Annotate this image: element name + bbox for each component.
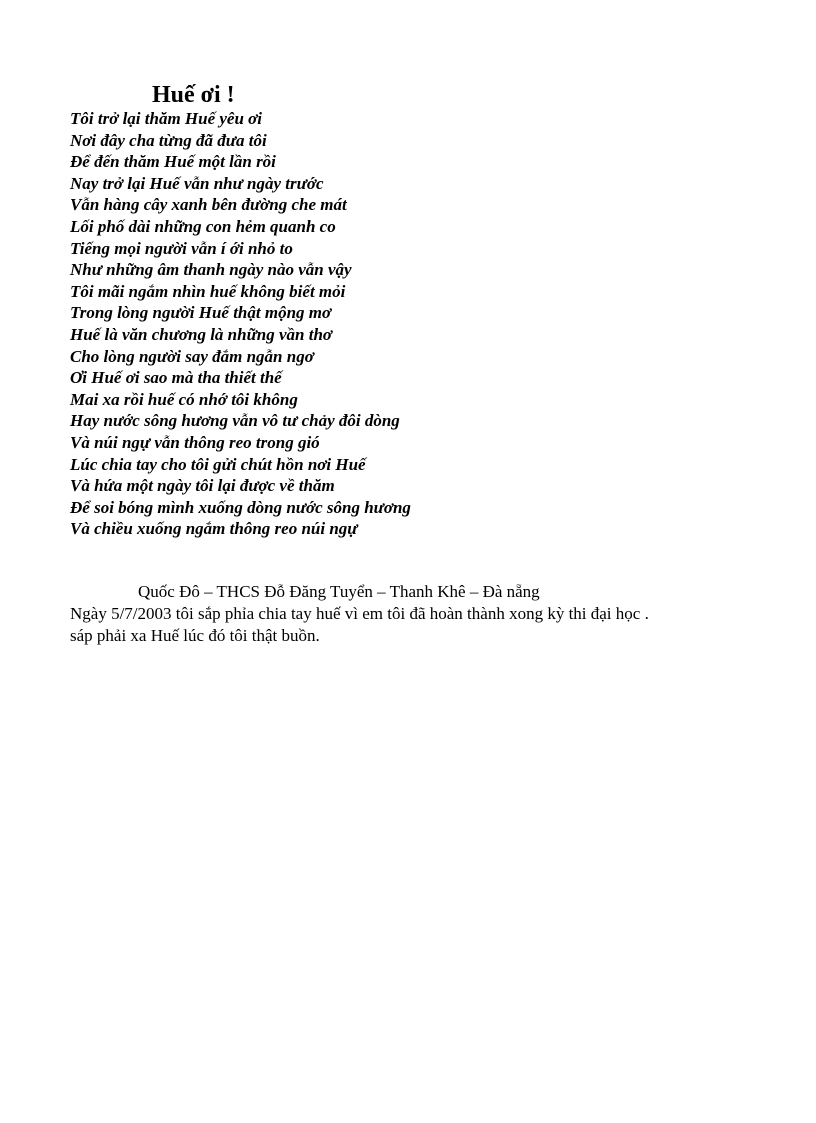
poem-line: Cho lòng người say đắm ngẫn ngơ [70,346,314,366]
poem-line: Lối phố dài những con hẻm quanh co [70,216,336,236]
poem-line: Để đến thăm Huế một lần rồi [70,152,276,172]
note-line: sáp phải xa Huế lúc đó tôi thật buồn. [70,626,320,645]
poem-title: Huế ơi ! [152,82,235,108]
poem-line: Như những âm thanh ngày nào vẫn vậy [70,260,352,280]
poem-line: Lúc chia tay cho tôi gửi chút hồn nơi Huế [70,454,366,474]
poem-line: Trong lòng người Huế thật mộng mơ [70,303,332,323]
poem-line: Và hứa một ngày tôi lại được về thăm [70,476,335,496]
poem [70,108,411,540]
poem-line: Và chiều xuống ngắm thông reo núi ngự [70,519,358,539]
poem-line: Mai xa rồi huế có nhớ tôi không [70,389,298,409]
closing-note [70,603,760,647]
poem-line: Hay nước sông hương vẫn vô tư chảy đôi dòng [70,411,400,431]
poem-line: Để soi bóng mình xuống dòng nước sông hương [70,497,411,517]
poem-line: Tiếng mọi người vẫn í ới nhỏ to [70,238,293,258]
poem-line: Huế là văn chương là những vần thơ [70,324,333,344]
poem-line: Nơi đây cha từng đã đưa tôi [70,130,267,150]
note-line: Ngày 5/7/2003 tôi sắp phỉa chia tay huế vì em tôi đã hoàn thành xong kỳ thi đại học . [70,604,649,623]
poem-line: Và núi ngự vẫn thông reo trong gió [70,432,320,452]
poem-line: Tôi trở lại thăm Huế yêu ơi [70,109,263,128]
poem-line: Nay trở lại Huế vẫn như ngày trước [70,173,324,193]
poem-line: Ơi Huế ơi sao mà tha thiết thế [70,368,282,388]
poem-line: Vẫn hàng cây xanh bên đường che mát [70,195,347,215]
author-signature: Quốc Đô – THCS Đỗ Đăng Tuyển – Thanh Khê – Đà nẵng [138,582,540,601]
poem-line: Tôi mãi ngắm nhìn huế không biết mỏi [70,281,346,301]
